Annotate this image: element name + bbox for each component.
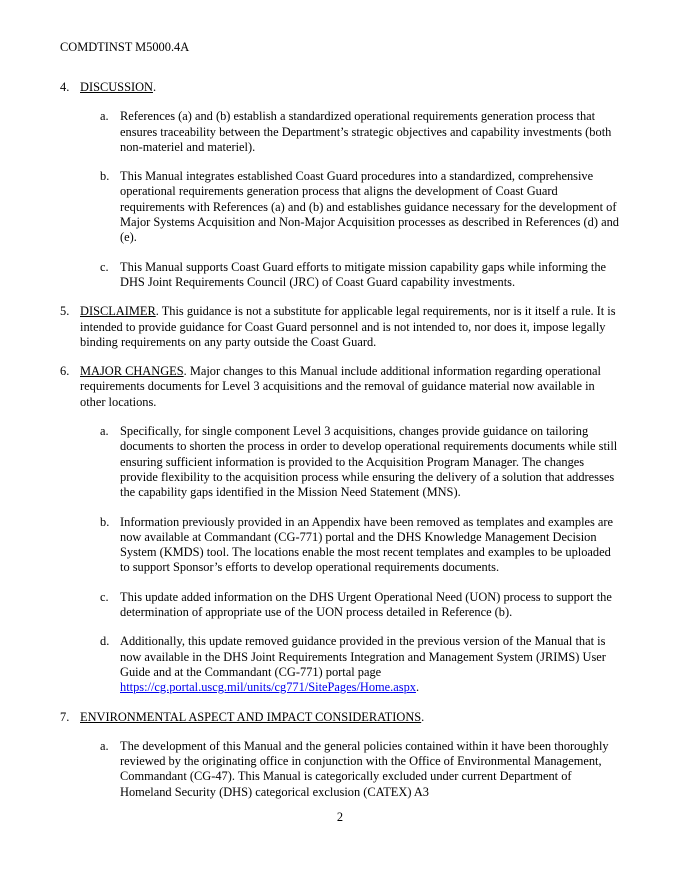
paragraph-6a: [80, 424, 620, 500]
paragraph-letter: b.: [100, 169, 110, 184]
cg771-portal-link[interactable]: https://cg.portal.uscg.mil/units/cg771/SitePages/Home.aspx: [120, 680, 416, 695]
paragraph-4b: [80, 169, 620, 245]
paragraph-4a: [80, 109, 620, 155]
section-number: 6.: [60, 364, 70, 379]
paragraph-7a: [80, 739, 620, 800]
section-body: [80, 304, 620, 350]
section-heading: DISCUSSION: [80, 80, 153, 94]
paragraph-text: This update added information on the DHS Urgent Operational Need (UON) process to support the determination of appropriate use of the UON process detailed in Reference (b).: [120, 589, 612, 620]
document-id-header: COMDTINST M5000.4A: [60, 40, 190, 54]
paragraph-letter: a.: [100, 424, 109, 439]
section-heading: ENVIRONMENTAL ASPECT AND IMPACT CONSIDERATIONS: [80, 709, 422, 724]
section-number: 5.: [60, 304, 70, 319]
paragraph-6d: [80, 634, 620, 695]
paragraph-4c: [80, 260, 620, 291]
page-number: 2: [336, 810, 344, 824]
paragraph-text: [120, 634, 620, 695]
section-environmental: [60, 710, 620, 800]
heading-suffix: .: [421, 709, 425, 724]
paragraph-6b: [80, 515, 620, 576]
paragraph-letter: c.: [100, 589, 109, 604]
section-body: [80, 364, 620, 410]
paragraph-text: This Manual supports Coast Guard efforts to mitigate mission capability gaps while informing the DHS Joint Requirements Council (JRC) of Coast Guard capability investments.: [120, 259, 607, 289]
section-number: 4.: [60, 80, 70, 94]
section-number: 7.: [60, 709, 70, 724]
section-discussion: [60, 80, 620, 290]
paragraph-text-body: Additionally, this update removed guidance provided in the previous version of the Manual that is now available in the DHS Joint Requirements Integration and Management System (JRIMS) User Guide and at the Commandant (CG-771) portal page: [120, 634, 606, 679]
paragraph-letter: d.: [100, 634, 110, 649]
section-heading-line: [80, 80, 620, 95]
paragraph-text: Specifically, for single component Level 3 acquisitions, changes provide guidance on tailoring documents to shorten the process in order to develop operational requirements documents while still ensuring sufficient information is provided to the Acquisition Program Manager. The changes provide flexibility to the acquisition process while ensuring the delivery of a solution that addresses the capability gaps identified in the Mission Need Statement (MNS).: [120, 424, 618, 500]
section-body-text: . This guidance is not a substitute for applicable legal requirements, nor is it itself a rule. It is intended to provide guidance for Coast Guard personnel and is not intended to, nor does it, impose legally binding requirements on any party outside the Coast Guard.: [80, 304, 616, 349]
section-body-text: . Major changes to this Manual include additional information regarding operational requirements documents for Level 3 acquisitions and the removal of guidance material now available in other locations.: [80, 364, 602, 409]
paragraph-suffix: .: [415, 680, 420, 695]
section-disclaimer: [60, 304, 620, 350]
paragraph-text: References (a) and (b) establish a standardized operational requirements generation process that ensures traceability between the Department’s strategic objectives and capability investments (both non-materiel and materiel).: [120, 109, 612, 154]
section-heading-line: [80, 710, 620, 725]
paragraph-text: Information previously provided in an Appendix have been removed as templates and examples are now available at Commandant (CG-771) portal and the DHS Knowledge Management Decision System (KMDS) tool. The locations enable the most recent templates and examples to be uploaded to support Sponsor’s efforts to develop operational requirements documents.: [120, 514, 614, 575]
paragraph-letter: c.: [100, 259, 109, 274]
paragraph-text: This Manual integrates established Coast Guard procedures into a standardized, comprehensive operational requirements generation process that aligns the development of Coast Guard requirements with References (a) and (b) and establishes guidance necessary for the development of Major Systems Acquisition and Non-Major Acquisition processes as described in References (d) and (e).: [120, 169, 619, 245]
paragraph-letter: a.: [100, 109, 109, 124]
heading-suffix: .: [152, 80, 157, 94]
section-heading: DISCLAIMER: [80, 304, 156, 319]
paragraph-letter: a.: [100, 738, 109, 753]
paragraph-text: The development of this Manual and the general policies contained within it have been thoroughly reviewed by the originating office in conjunction with the Office of Environmental Management, Commandant (CG-47). This Manual is categorically excluded under current Department of Homeland Security (DHS) categorical exclusion (CATEX) A3: [120, 738, 609, 799]
paragraph-letter: b.: [100, 514, 110, 529]
paragraph-6c: [80, 590, 620, 621]
section-major-changes: [60, 364, 620, 695]
document-body: [60, 80, 620, 814]
section-heading: MAJOR CHANGES: [80, 364, 184, 379]
